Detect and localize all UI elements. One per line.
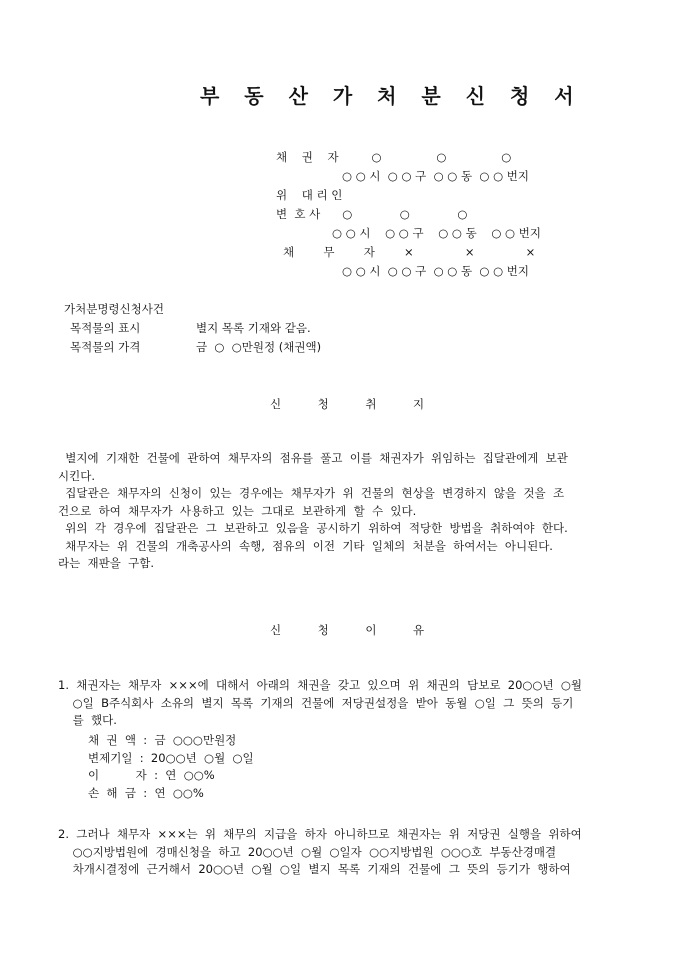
- purpose-line: 별지에 기재한 건물에 관하여 채무자의 점유를 풀고 이를 채권자가 위임하는 집달관에게 보관: [58, 451, 568, 465]
- purpose-heading: 신 청 취 지: [270, 397, 425, 411]
- price-label: 목적물의 가격: [70, 340, 141, 354]
- detail-line: 변제기일 : 20○○년 ○월 ○일: [88, 750, 254, 765]
- reason-line: ○일 B주식회사 소유의 별지 목록 기재의 건물에 저당권설정을 받아 동월 ○일 그 뜻의 등기: [58, 695, 574, 710]
- reason-line: 1. 채권자는 채무자 ×××에 대해서 아래의 채권을 갖고 있으며 위 채권의 담보로 20○○년 ○월: [58, 678, 583, 692]
- purpose-line: 라는 재판을 구함.: [58, 556, 155, 570]
- reason-line: ○○지방법원에 경매신청을 하고 20○○년 ○월 ○일자 ○○지방법원 ○○○호 부동산경매결: [58, 844, 557, 859]
- reason-line: 를 했다.: [58, 713, 117, 727]
- lawyer-address: ○ ○ 시 ○ ○ 구 ○ ○ 동 ○ ○ 번지: [332, 226, 541, 240]
- reason-line: 차개시결정에 근거해서 20○○년 ○월 ○일 별지 목록 기재의 건물에 그 뜻의 등기가 행하여: [58, 862, 571, 876]
- purpose-line: 채무자는 위 건물의 개축공사의 속행, 점유의 이전 기타 일체의 처분을 하여서는 아니된다.: [58, 538, 553, 553]
- debtor-address: ○ ○ 시 ○ ○ 구 ○ ○ 동 ○ ○ 번지: [342, 264, 529, 278]
- reason-line: 2. 그러나 채무자 ×××는 위 채무의 지급을 하자 아니하므로 채권자는 위 저당권 실행을 위하여: [58, 827, 582, 841]
- target-value: 별지 목록 기재와 같음.: [196, 321, 311, 335]
- document-title: 부 동 산 가 처 분 신 청 서: [200, 84, 583, 108]
- detail-line: 손 해 금 : 연 ○○%: [88, 785, 204, 800]
- purpose-line: 위의 각 경우에 집달관은 그 보관하고 있음을 공시하기 위하여 적당한 방법을 취하여야 한다.: [58, 521, 568, 535]
- target-label: 목적물의 표시: [70, 321, 141, 335]
- case-name: 가처분명령신청사건: [64, 302, 164, 316]
- price-value: 금 ○ ○만원정 (채권액): [196, 340, 322, 354]
- reason-item-1: [58, 677, 582, 730]
- reason-item-2: [58, 826, 582, 879]
- reasons-heading: 신 청 이 유: [270, 623, 425, 637]
- detail-line: 채 권 액 : 금 ○○○만원정: [88, 733, 237, 747]
- agent-label: 위 대 리 인: [276, 188, 343, 202]
- purpose-body: [58, 450, 568, 573]
- creditor-line: 채 권 자 ○ ○ ○: [276, 150, 512, 164]
- debtor-line: 채 무 자 × × ×: [283, 245, 536, 259]
- claim-details: [88, 732, 254, 802]
- lawyer-line: 변 호 사 ○ ○ ○: [276, 207, 468, 221]
- detail-line: 이 자 : 연 ○○%: [88, 768, 215, 782]
- creditor-address: ○ ○ 시 ○ ○ 구 ○ ○ 동 ○ ○ 번지: [342, 169, 529, 183]
- purpose-line: 집달관은 채무자의 신청이 있는 경우에는 채무자가 위 건물의 현상을 변경하지 않을 것을 조: [58, 486, 565, 500]
- purpose-line: 건으로 하여 채무자가 사용하고 있는 그대로 보관하게 할 수 있다.: [58, 503, 417, 518]
- purpose-line: 시킨다.: [58, 468, 95, 483]
